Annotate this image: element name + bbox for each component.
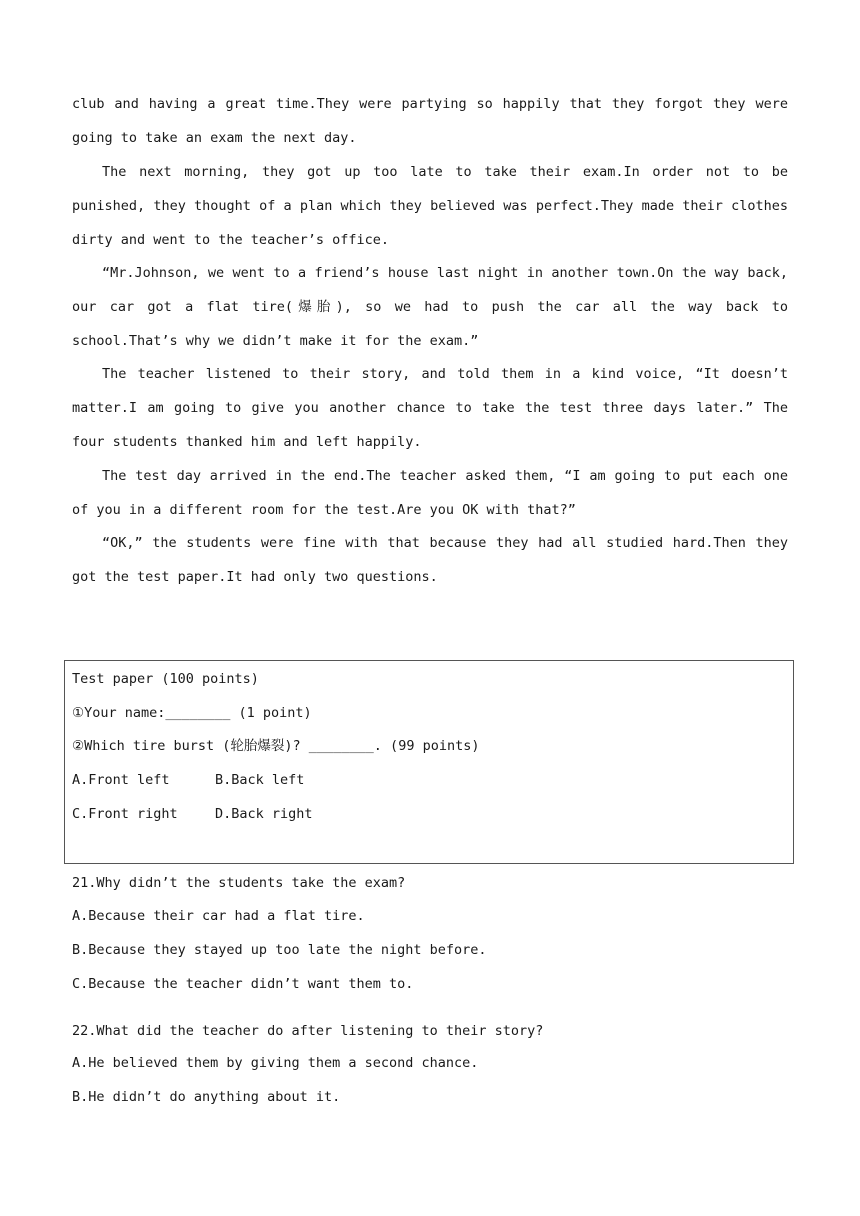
question-22-option-a: A.He believed them by giving them a second chance. — [72, 1055, 479, 1071]
question-21-option-a: A.Because their car had a flat tire. — [72, 908, 365, 924]
test-paper-title: Test paper (100 points) — [72, 671, 259, 687]
question-22-stem: 22.What did the teacher do after listening to their story? — [72, 1023, 544, 1039]
passage-paragraph-2: The next morning, they got up too late to take their exam.In order not to be punished, they thought of a plan which they believed was perfect.They made their clothes dirty and went to the teacher’s office. — [72, 164, 788, 248]
passage-paragraph-4: The teacher listened to their story, and told them in a kind voice, “It doesn’t matter.I am going to give you another chance to take the test three days later.” The four students thanked him and left happily. — [72, 366, 788, 450]
test-paper-box — [64, 660, 794, 864]
question-21-stem: 21.Why didn’t the students take the exam? — [72, 875, 406, 891]
test-paper-option-d: D.Back right — [215, 806, 313, 822]
passage-paragraph-3: “Mr.Johnson, we went to a friend’s house last night in another town.On the way back, our car got a flat tire(爆胎), so we had to push the car all the way back to school.That’s why we didn’t make it for the exam.” — [72, 265, 788, 349]
passage-paragraph-6: “OK,” the students were fine with that because they had all studied hard.Then they got the test paper.It had only two questions. — [72, 535, 788, 585]
test-paper-option-c: C.Front right — [72, 806, 178, 822]
question-22-option-b: B.He didn’t do anything about it. — [72, 1089, 341, 1105]
passage-paragraph-1: club and having a great time.They were partying so happily that they forgot they were going to take an exam the next day. — [72, 96, 788, 146]
passage-paragraph-5: The test day arrived in the end.The teacher asked them, “I am going to put each one of you in a different room for the test.Are you OK with that?” — [72, 468, 788, 518]
test-paper-question-2: ②Which tire burst (轮胎爆裂)? ________. (99 points) — [72, 738, 480, 754]
test-paper-option-a: A.Front left — [72, 772, 170, 788]
test-paper-question-1: ①Your name:________ (1 point) — [72, 705, 312, 721]
question-21-option-c: C.Because the teacher didn’t want them to. — [72, 976, 414, 992]
question-21-option-b: B.Because they stayed up too late the night before. — [72, 942, 487, 958]
test-paper-option-b: B.Back left — [215, 772, 305, 788]
